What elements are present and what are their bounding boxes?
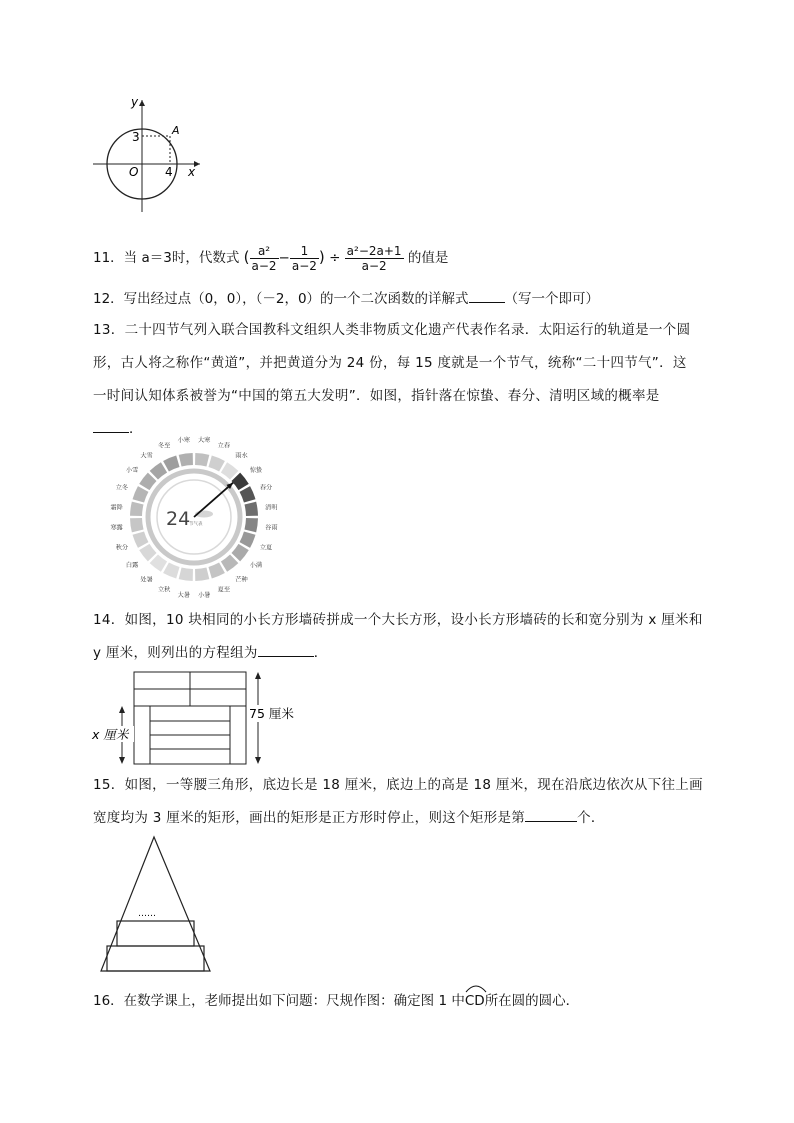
term-label: 白露 [125,561,139,569]
wheel-segment [139,473,156,490]
wheel-segment [231,473,248,490]
term-label: 冬至 [157,442,171,450]
q15-line-1: 15．如图，一等腰三角形，底边长是 18 厘米，底边上的高是 18 厘米，现在沿底边依次从下往上画 [93,777,703,793]
ellipsis: …… [138,909,156,919]
term-label: 小暑 [197,591,211,599]
fraction-1-denominator: a−2 [251,258,277,273]
wheel-segment [130,518,143,532]
wheel-segment [240,531,256,547]
fraction-2-numerator: 1 [290,244,319,259]
q13-line-3: 一时间认知体系被誉为“中国的第五大发明”．如图，指针落在惊蛰、春分、清明区域的概率是 [93,388,660,404]
point-a-label: A [172,124,180,137]
q12-text: 12．写出经过点（0，0），（－2，0）的一个二次函数的详解式 [93,291,469,307]
wheel-segment [221,462,238,479]
y-label: y [131,95,139,109]
q12-tail: （写一个即可） [504,291,600,307]
term-label: 谷雨 [265,524,278,532]
q15-end: 个． [577,810,605,826]
arc-label: CD [464,993,485,1009]
term-label: 春分 [259,484,273,492]
q13-end: ． [129,421,143,437]
fraction-1 [250,244,279,273]
term-label: 小雪 [125,467,139,475]
term-label: 立夏 [259,544,273,552]
solar-terms-wheel-figure [94,437,294,599]
origin-label: O [129,165,139,179]
term-label: 立春 [217,442,231,450]
term-label: 小寒 [177,437,191,445]
triangle [101,837,210,971]
term-label: 霜降 [110,504,123,512]
paren-close: ) [318,248,325,266]
q13-line-2: 形，古人将之称作“黄道”，并把黄道分为 24 份，每 15 度就是一个节气，统称“二十四节气”．这 [93,355,687,371]
wheel-segment [130,502,143,516]
term-label: 小满 [249,561,263,569]
wheel-segment [221,554,238,571]
term-label: 夏至 [217,586,231,594]
question-12 [93,288,599,309]
arrow-head [119,706,125,713]
term-label: 清明 [265,504,278,512]
wheel-segment [244,502,257,516]
wheel-segment [133,486,149,502]
term-label: 立冬 [115,484,129,492]
fraction-2-denominator: a−2 [291,258,317,273]
wheel-segment [179,453,193,466]
x-label: x 厘米 [92,727,129,742]
wheel-segment [231,544,248,561]
term-label: 大暑 [177,591,191,599]
wheel-segment [133,531,149,547]
q11-suffix: 的值是 [407,250,449,266]
q14-line-2: y 厘米，则列出的方程组为 [93,645,258,661]
arrow-head [255,757,261,764]
term-label: 立秋 [157,586,171,594]
divide-sign: ÷ [329,250,341,266]
wheel-segment [244,518,257,532]
q13-line-1: 13．二十四节气列入联合国教科文组织人类非物质文化遗产代表作名录．太阳运行的轨道是一个圆 [93,322,691,338]
term-label: 惊蛰 [249,467,263,475]
wheel-segment [208,456,224,472]
question-13 [93,314,703,446]
q15-line-2: 宽度均为 3 厘米的矩形，画出的矩形是正方形时停止，则这个矩形是第 [93,810,526,826]
answer-blank[interactable] [258,642,314,657]
paren-open: ( [243,248,250,266]
term-label: 雨水 [235,452,248,460]
fraction-1-numerator: a² [250,244,279,259]
question-14 [93,604,703,670]
wheel-segment [163,563,179,579]
term-label: 寒露 [110,524,123,532]
wheel-segment [195,453,209,466]
term-label: 大寒 [197,437,211,445]
wheel-segment [139,544,156,561]
question-11 [93,240,448,274]
arrow-head [119,757,125,764]
arrow-head [255,672,261,679]
fraction-3-numerator: a²−2a+1 [346,243,402,258]
bricks-figure [92,668,292,770]
arc-cd [465,991,485,1011]
term-label: 处暑 [140,576,153,584]
question-16 [93,991,579,1011]
wheel-segment [150,462,167,479]
q14-line-1: 14．如图，10 块相同的小长方形墙砖拼成一个大长方形，设小长方形墙砖的长和宽分别为 x 厘米和 [93,612,703,628]
term-label: 大雪 [140,452,153,460]
q14-end: ． [313,645,328,661]
q16-prefix: 16．在数学课上，老师提出如下问题：尺规作图：确定图 1 中 [93,993,465,1009]
q11-prefix: 11．当 a＝3时，代数式 [93,250,240,266]
q16-suffix: 所在圆的圆心． [484,993,580,1009]
answer-blank[interactable] [469,288,505,303]
x-label: x [188,165,196,179]
wheel-segment [163,456,179,472]
coordinate-circle-figure [88,92,208,217]
answer-blank[interactable] [93,418,129,433]
wheel-segment [150,554,167,571]
isosceles-triangle-figure [93,833,219,975]
tick-3-label: 3 [132,130,140,144]
center-caption: 节气表 [189,522,203,527]
center-number: 24 [166,508,191,530]
fraction-3 [345,244,404,273]
question-15 [93,769,703,835]
tick-4-label: 4 [165,165,173,179]
wheel-segment [195,567,209,580]
wheel-segment [240,486,256,502]
minus-sign: − [278,250,290,266]
term-label: 芒种 [235,576,248,584]
rectangle-1 [107,946,204,971]
term-label: 秋分 [115,544,129,552]
fraction-3-denominator: a−2 [361,258,387,273]
wheel-segment [208,563,224,579]
height-label: 75 厘米 [249,706,294,721]
y-axis-arrow [139,100,145,106]
rectangle-2 [117,921,194,946]
fraction-2 [290,244,319,273]
wheel-segment [179,567,193,580]
answer-blank[interactable] [525,807,577,822]
